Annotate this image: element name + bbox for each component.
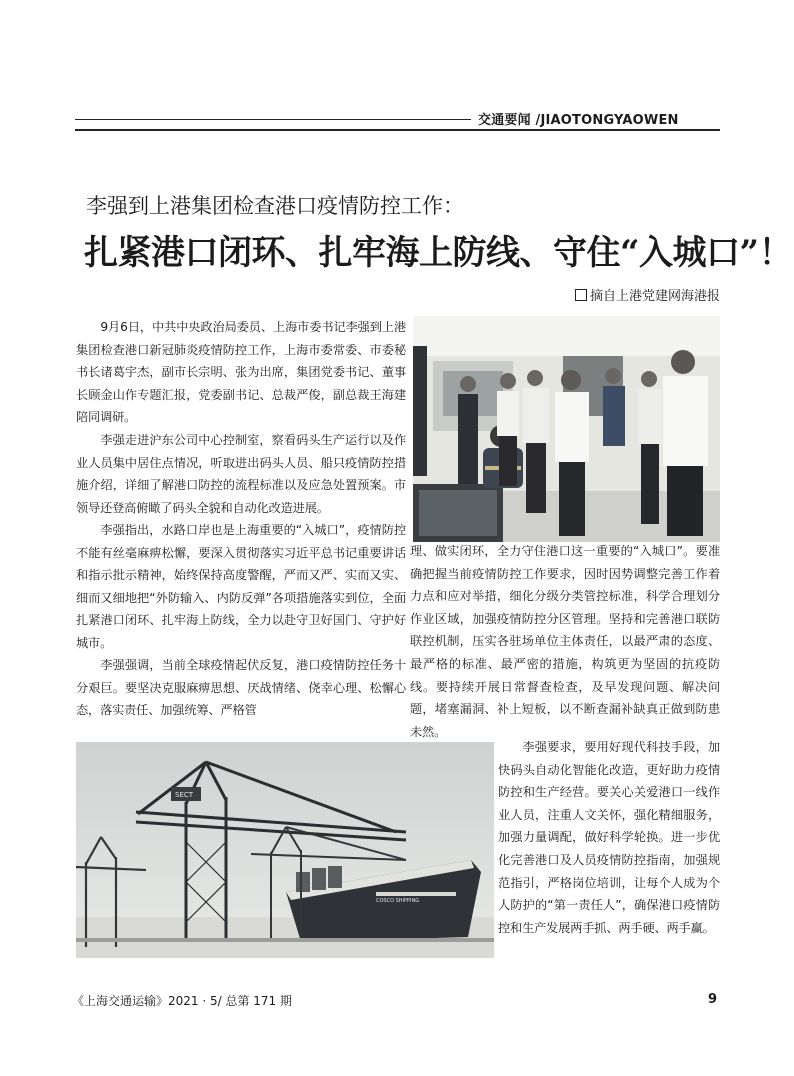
paragraph-1: 9月6日，中共中央政治局委员、上海市委书记李强到上港集团检查港口新冠肺炎疫情防控工作，上海市委常委、市委秘书长诸葛宇杰，副市长宗明、张为出席，集团党委书记、董事长顾金山作专题汇报，党委副书记、总裁严俊，副总裁王海建陪同调研。 — [76, 320, 406, 425]
control-room-photo — [413, 316, 720, 542]
paragraph-4-continued: 理、做实闭环，全力守住港口这一重要的“入城口”。要准确把握当前疫情防控工作要求，因时因势调整完善工作着力点和应对举措，细化分级分类管控标准，科学合理划分作业区域，加强疫情防控分区管理。坚持和完善港口联防联控机制，压实各驻场单位主体责任，以最严肃的态度、最严格的标准、最严密的措施，构筑更为坚固的抗疫防线。要持续开展日常督查检查，及早发现问题、解决问题，堵塞漏洞、补上短板，以不断查漏补缺真正做到防患未然。 — [410, 544, 720, 739]
paragraph-4-start: 李强强调，当前全球疫情起伏反复，港口疫情防控任务十分艰巨。要坚决克服麻痹思想、厌战情绪、侥幸心理、松懈心态，落实责任、加强统筹、严格管 — [76, 658, 406, 718]
paragraph-5: 李强要求，要用好现代科技手段，加快码头自动化智能化改造，更好助力疫情防控和生产经营。要关心关爱港口一线作业人员，注重人文关怀，强化精细服务，加强力量调配，做好科学轮换。进一步优化完善港口及人员疫情防控指南，加强规范指引，严格岗位培训，让每个人成为个人防护的“第一责任人”，确保港口疫情防控和生产发展两手抓、两手硬、两手赢。 — [498, 740, 720, 935]
port-crane-photo — [76, 742, 494, 958]
source-box-icon — [575, 289, 587, 301]
paragraph-2: 李强走进沪东公司中心控制室，察看码头生产运行以及作业人员集中居住点情况，听取进出码头人员、船只疫情防控措施介绍，详细了解港口防控的流程标准以及应急处置预案。市领导还登高俯瞰了码头全貌和自动化改造进展。 — [76, 433, 406, 515]
journal-footer: 《上海交通运输》2021 · 5/ 总第 171 期 — [72, 994, 293, 1008]
source-text: 摘自上港党建网海港报 — [589, 289, 720, 304]
page-number: 9 — [708, 992, 718, 1007]
header-rule-bottom — [75, 129, 720, 131]
article-subtitle: 李强到上港集团检查港口疫情防控工作： — [86, 194, 464, 218]
paragraph-3: 李强指出，水路口岸也是上海重要的“入城口”，疫情防控不能有丝毫麻痹松懈，要深入贯彻落实习近平总书记重要讲话和指示批示精神，始终保持高度警醒，严而又严、实而又实、细而又细地把“外防输入、内防反弹”各项措施落实到位，全面扎紧港口闭环、扎牢海上防线，全力以赴守卫好国门、守护好城市。 — [76, 523, 406, 650]
section-label: 交通要闻 /JIAOTONGYAOWEN — [478, 113, 679, 128]
article-source — [575, 285, 720, 304]
article-title: 扎紧港口闭环、扎牢海上防线、守住“入城口”！ — [84, 233, 793, 273]
crane-logo: SECT — [175, 791, 194, 799]
header-rule-top — [75, 119, 471, 120]
ship-name: COSCO SHIPPING — [376, 898, 420, 904]
